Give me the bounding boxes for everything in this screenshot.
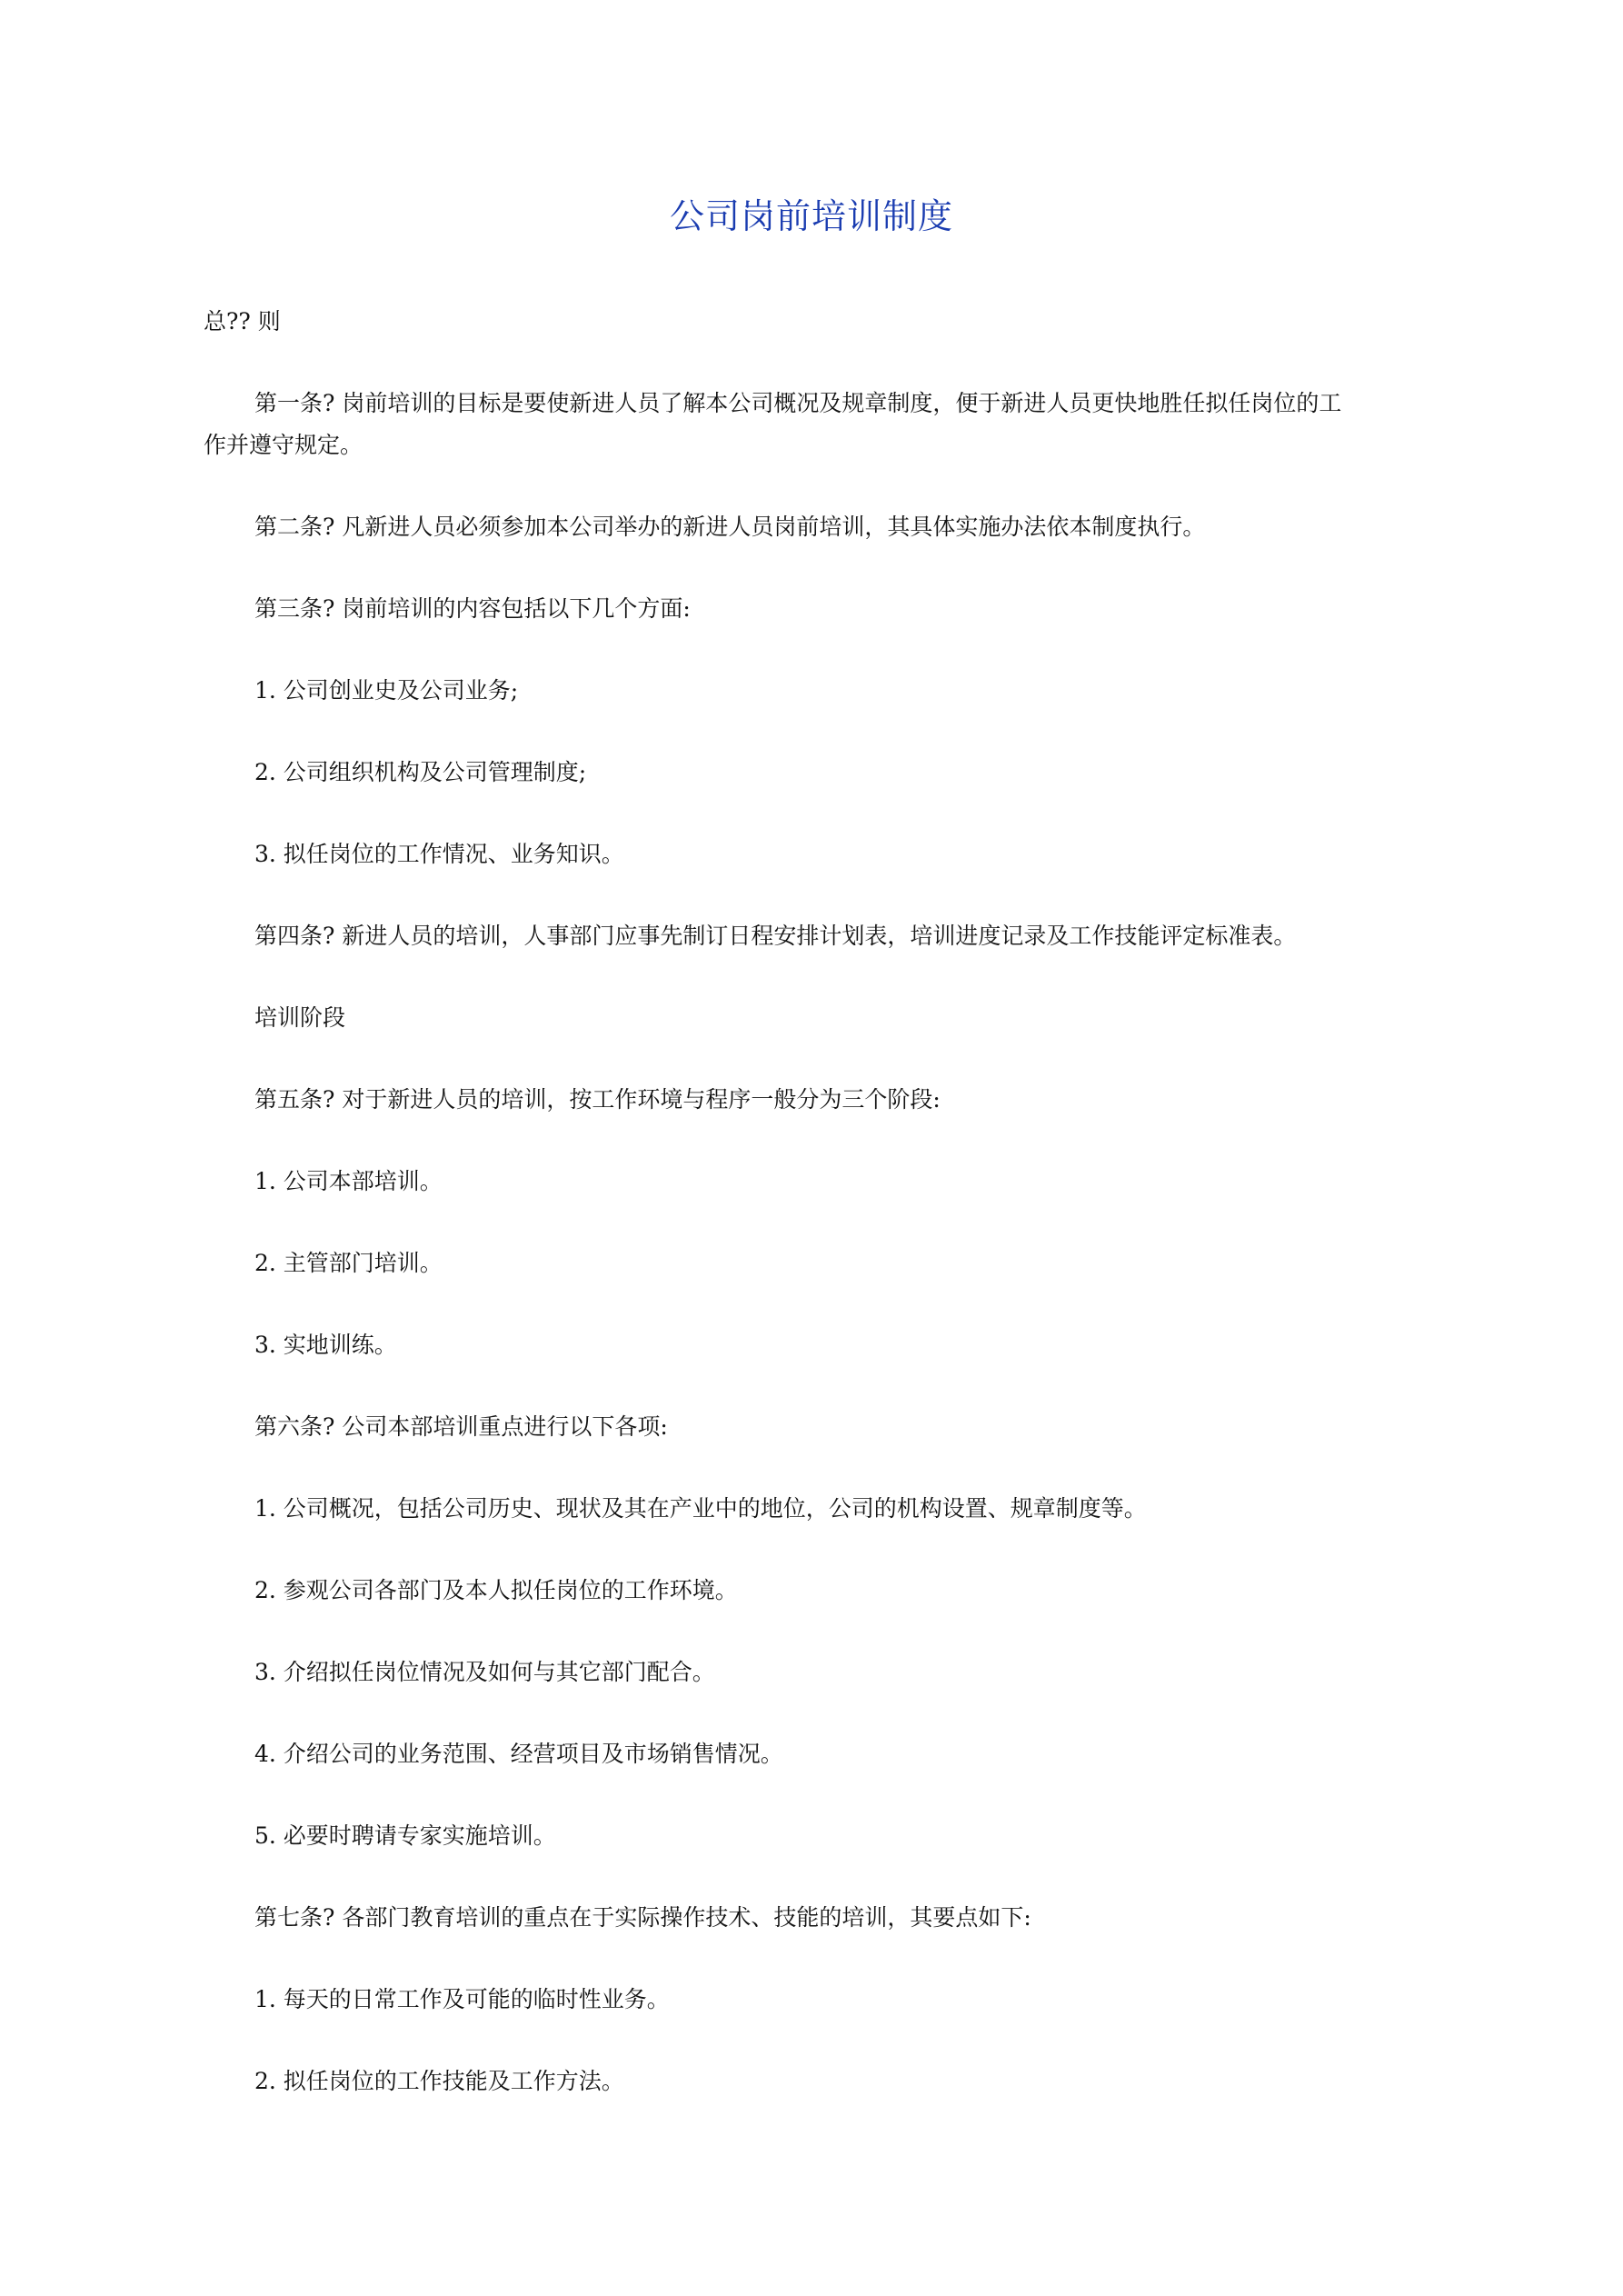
article-6-item-5: 5. 必要时聘请专家实施培训。 [254,1822,556,1849]
article-6-item-3: 3. 介绍拟任岗位情况及如何与其它部门配合。 [254,1659,715,1685]
article-3: 第三条? 岗前培训的内容包括以下几个方面: [254,595,691,622]
article-5-item-1: 1. 公司本部培训。 [254,1168,443,1194]
article-7-item-1: 1. 每天的日常工作及可能的临时性业务。 [254,1986,670,2012]
article-2: 第二条? 凡新进人员必须参加本公司举办的新进人员岗前培训，其具体实施办法依本制度执行。 [254,514,1206,540]
article-6-item-2: 2. 参观公司各部门及本人拟任岗位的工作环境。 [254,1577,738,1603]
article-4: 第四条? 新进人员的培训，人事部门应事先制订日程安排计划表，培训进度记录及工作技能评定标准表。 [254,923,1297,949]
article-3-item-2: 2. 公司组织机构及公司管理制度; [254,759,587,785]
document-title: 公司岗前培训制度 [669,196,953,236]
section-stage-heading: 培训阶段 [254,1004,346,1031]
article-7: 第七条? 各部门教育培训的重点在于实际操作技术、技能的培训，其要点如下: [254,1904,1031,1931]
article-5: 第五条? 对于新进人员的培训，按工作环境与程序一般分为三个阶段: [254,1086,941,1113]
article-5-item-3: 3. 实地训练。 [254,1332,397,1358]
article-3-item-1: 1. 公司创业史及公司业务; [254,677,519,704]
article-6-item-4: 4. 介绍公司的业务范围、经营项目及市场销售情况。 [254,1741,783,1767]
article-6-item-1: 1. 公司概况，包括公司历史、现状及其在产业中的地位，公司的机构设置、规章制度等。 [254,1495,1147,1522]
article-1-line-2: 作并遵守规定。 [204,432,363,458]
article-6: 第六条? 公司本部培训重点进行以下各项: [254,1413,668,1440]
article-5-item-2: 2. 主管部门培训。 [254,1250,443,1276]
section-general-heading: 总?? 则 [204,308,281,334]
article-7-item-2: 2. 拟任岗位的工作技能及工作方法。 [254,2068,624,2094]
article-3-item-3: 3. 拟任岗位的工作情况、业务知识。 [254,841,624,867]
article-1-line-1: 第一条? 岗前培训的目标是要使新进人员了解本公司概况及规章制度，便于新进人员更快地胜任拟任岗位的工 [254,390,1342,416]
